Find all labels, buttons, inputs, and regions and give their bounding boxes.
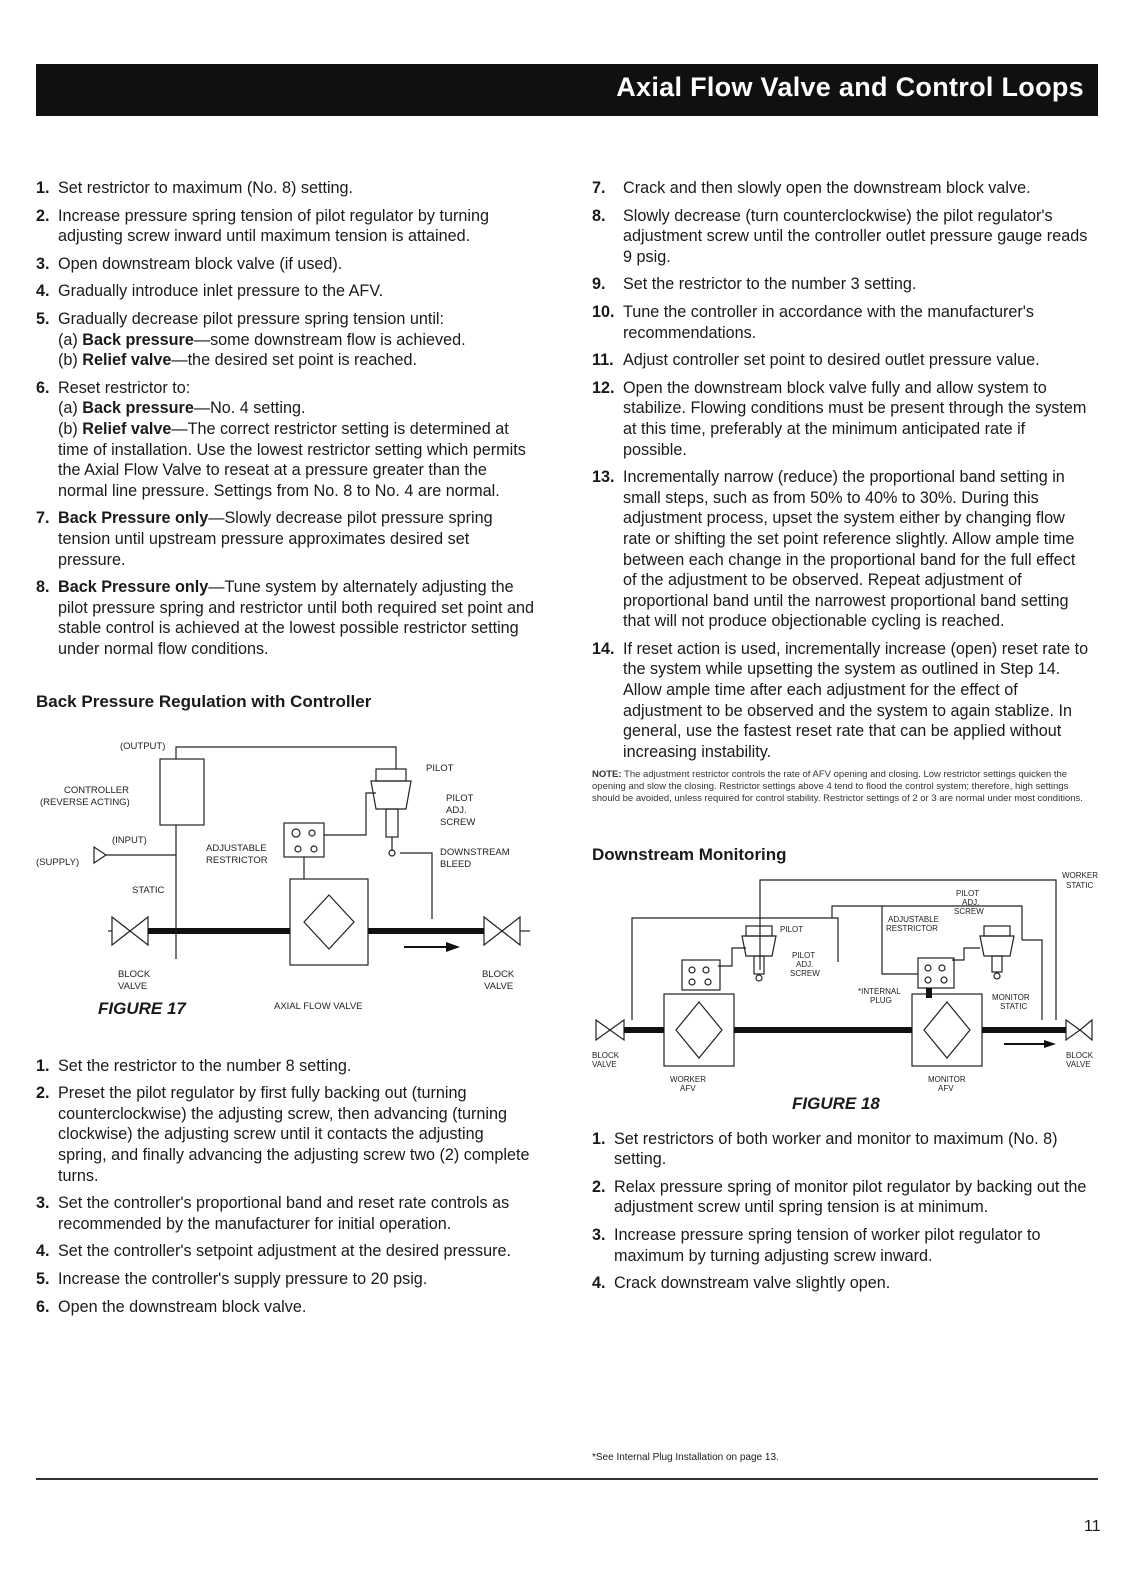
list-item: 2. Relax pressure spring of monitor pilot regulator by backing out the adjustment screw until spring tension is at minimum. [592,1177,1087,1217]
monitor-static-label: MONITOR [992,993,1030,1003]
svg-text:PLUG: PLUG [870,996,892,1006]
svg-text:ADJ.: ADJ. [446,805,467,817]
svg-text:SCREW: SCREW [954,907,984,917]
list-item: 8. Slowly decrease (turn counterclockwise) the pilot regulator's adjustment screw until the controller outlet pressure gauge reads 9 psig. [592,206,1088,266]
reverse-acting-label: (REVERSE ACTING) [40,797,130,809]
downstream-label: DOWNSTREAM [440,847,510,859]
list-item: 11. Adjust controller set point to desired outlet pressure value. [592,351,1040,370]
monitoring-steps-list [592,1129,1092,1294]
svg-text:VALVE: VALVE [484,981,514,993]
worker-afv-label: WORKER [670,1075,706,1085]
block-valve-right-label: BLOCK [482,969,515,981]
worker-static-label: WORKER [1062,871,1098,881]
pilot-label: PILOT [426,763,454,775]
svg-text:ADJ.: ADJ. [796,960,814,970]
list-item: 1. Set the restrictor to the number 8 setting. [36,1056,352,1075]
figure-18-caption: FIGURE 18 [792,1094,880,1114]
page-number: 11 [1084,1518,1101,1535]
list-item: 3. Increase pressure spring tension of worker pilot regulator to maximum by turning adjusting screw inward. [592,1226,1041,1265]
list-item: 7. Back Pressure only—Slowly decrease pilot pressure spring tension until upstream pressure approximates desired set pressure. [36,509,493,569]
header-banner [36,64,1098,116]
adjustable-label: ADJUSTABLE [888,915,939,925]
svg-text:AFV: AFV [938,1084,954,1094]
afv-label: AXIAL FLOW VALVE [274,1001,363,1013]
restrictor-label: RESTRICTOR [206,855,268,867]
list-item: 3. Open downstream block valve (if used). [36,254,343,273]
list-item: 4. Set the controller's setpoint adjustment at the desired pressure. [36,1242,511,1261]
list-item: 3. Set the controller's proportional band and reset rate controls as recommended by the manufacturer for initial operation. [36,1194,510,1233]
list-item: 4. Gradually introduce inlet pressure to the AFV. [36,282,384,301]
section-heading: Downstream Monitoring [592,845,787,865]
svg-text:SCREW: SCREW [440,817,476,829]
block-valve-left-label: BLOCK [592,1051,620,1061]
supply-label: (SUPPLY) [36,857,80,869]
svg-text:VALVE: VALVE [592,1060,617,1070]
note-paragraph: NOTE: The adjustment restrictor controls the rate of AFV opening and closing. Low restrictor settings quicken the opening and slow the closing. Restrictor settings above 4 tend to flood the control system; therefore, high settings should be avoided, unless required for control stability. Restrictor settings of 2 or 3 are normal under most conditions. [592,769,1083,805]
svg-text:VALVE: VALVE [118,981,148,993]
list-item: 2. Increase pressure spring tension of pilot regulator by turning adjusting screw inward until maximum tension is attained. [36,206,490,246]
svg-text:STATIC: STATIC [1000,1002,1028,1012]
setup-steps-list [36,178,536,659]
svg-text:VALVE: VALVE [1066,1060,1091,1070]
figure-17-caption: FIGURE 17 [98,999,186,1019]
input-label: (INPUT) [112,835,147,847]
list-item: 5. Gradually decrease pilot pressure spring tension until: (a) Back pressure—some downstream flow is achieved. (b) Relief valve—the desired set point is reached. [36,309,536,371]
internal-plug-label: *INTERNAL [858,987,901,997]
bleed-label: BLEED [440,859,472,871]
list-item: 5. Increase the controller's supply pressure to 20 psig. [36,1270,428,1288]
svg-text:SCREW: SCREW [790,969,820,979]
restrictor-label: RESTRICTOR [886,924,938,934]
list-item: 4. Crack downstream valve slightly open. [592,1274,891,1293]
controller-steps-list [36,1056,536,1318]
page-title: Axial Flow Valve and Control Loops [616,72,1084,102]
svg-text:ADJ.: ADJ. [962,898,980,908]
svg-text:AFV: AFV [680,1084,696,1094]
worker-pilot-label: PILOT [780,925,804,935]
list-item: 6. Open the downstream block valve. [36,1297,307,1316]
list-item: 1. Set restrictor to maximum (No. 8) setting. [36,179,354,197]
right-column [592,178,1098,1301]
output-label: (OUTPUT) [120,741,166,753]
block-valve-left-label: BLOCK [118,969,151,981]
list-item: 8. Back Pressure only—Tune system by alternately adjusting the pilot pressure spring and restrictor until both required set point and stable control is achieved at the lowest possible restrictor setting under normal flow conditions. [36,578,534,658]
step-text: Reset restrictor to: [58,378,191,397]
sub-item: (b) Relief valve—the desired set point is reached. [58,351,418,370]
svg-text:STATIC: STATIC [1066,881,1094,891]
step-text: Open downstream block valve (if used). [58,254,343,273]
list-item: 2. Preset the pilot regulator by first fully backing out (turning counterclockwise) the adjusting screw, then advancing (turning clockwise) the adjusting screw until it contacts the adjusting spring, and finally advancing the adjusting screw two (2) complete turns. [36,1084,530,1185]
step-text: Gradually decrease pilot pressure spring tension until: [58,309,445,328]
controller-steps-continued-list [592,178,1092,762]
sub-item: (a) Back pressure—some downstream flow is achieved. [58,330,466,349]
block-valve-right-label: BLOCK [1066,1051,1094,1061]
controller-label: CONTROLLER [64,785,129,797]
list-item: 13. Incrementally narrow (reduce) the proportional band setting in small steps, such as from 50% to 40% to 30%. During this adjustment process, upset the system either by changing flow rate or shifting the set point reference slightly. Allow ample time between each change in the proportional band for the full effect of the adjustment to be observed. Repeat adjustment of proportional band until the narrowest proportional band setting that will not produce objectionable cycling is reached. [592,468,1076,631]
svg-text:PILOT: PILOT [792,951,816,961]
pilot-adj-label: PILOT [446,793,474,805]
step-text: Set restrictor to maximum (No. 8) setting. [58,179,354,197]
static-label: STATIC [132,885,165,897]
footnote: *See Internal Plug Installation on page 13. [592,1452,779,1463]
figure-18-diagram [592,870,1098,1100]
monitor-afv-label: MONITOR [928,1075,966,1085]
sub-item: (a) Back pressure—No. 4 setting. [58,399,306,418]
list-item: 1. Set restrictors of both worker and monitor to maximum (No. 8) setting. [592,1129,1058,1169]
step-text: Increase pressure spring tension of pilot regulator by turning adjusting screw inward until maximum tension is attained. [58,206,490,246]
list-item: 10. Tune the controller in accordance with the manufacturer's recommendations. [592,302,1034,342]
controller-box [160,759,204,825]
sub-item: (b) Relief valve—The correct restrictor setting is determined at time of installation. Use the lowest restrictor setting which permits the Axial Flow Valve to reseat at a pressure greater than the normal line pressure. Settings from No. 8 to No. 4 are normal. [58,419,526,500]
list-item: 12. Open the downstream block valve fully and allow system to stabilize. Flowing conditions must be present through the system at this time, preferably at the minimum anticipated rate if possible. [592,378,1087,459]
list-item: 6. Reset restrictor to: (a) Back pressure—No. 4 setting. (b) Relief valve—The correct restrictor setting is determined at time of installation. Use the lowest restrictor setting which permits the Axial Flow Valve to reseat at a pressure greater than the normal line pressure. Settings from No. 8 to No. 4 are normal. [36,378,536,502]
list-item: 7. Crack and then slowly open the downstream block valve. [592,179,1031,197]
left-column [36,178,536,1324]
list-item: 9. Set the restrictor to the number 3 setting. [592,275,917,294]
footer-rule [36,1478,1098,1480]
section-heading: Back Pressure Regulation with Controller [36,692,372,712]
list-item: 14. If reset action is used, incrementally increase (open) reset rate to the system while upsetting the system as outlined in Step 14. Allow ample time after each adjustment for the effect of adjustment to be observed and the system to again stablize. In general, use the fastest reset rate that can be applied without increasing instability. [592,639,1089,761]
step-text: Gradually introduce inlet pressure to the AFV. [58,282,384,301]
monitor-pilot-label: PILOT [956,889,980,899]
figure-17-diagram [36,719,536,1019]
adjustable-label: ADJUSTABLE [206,843,267,855]
